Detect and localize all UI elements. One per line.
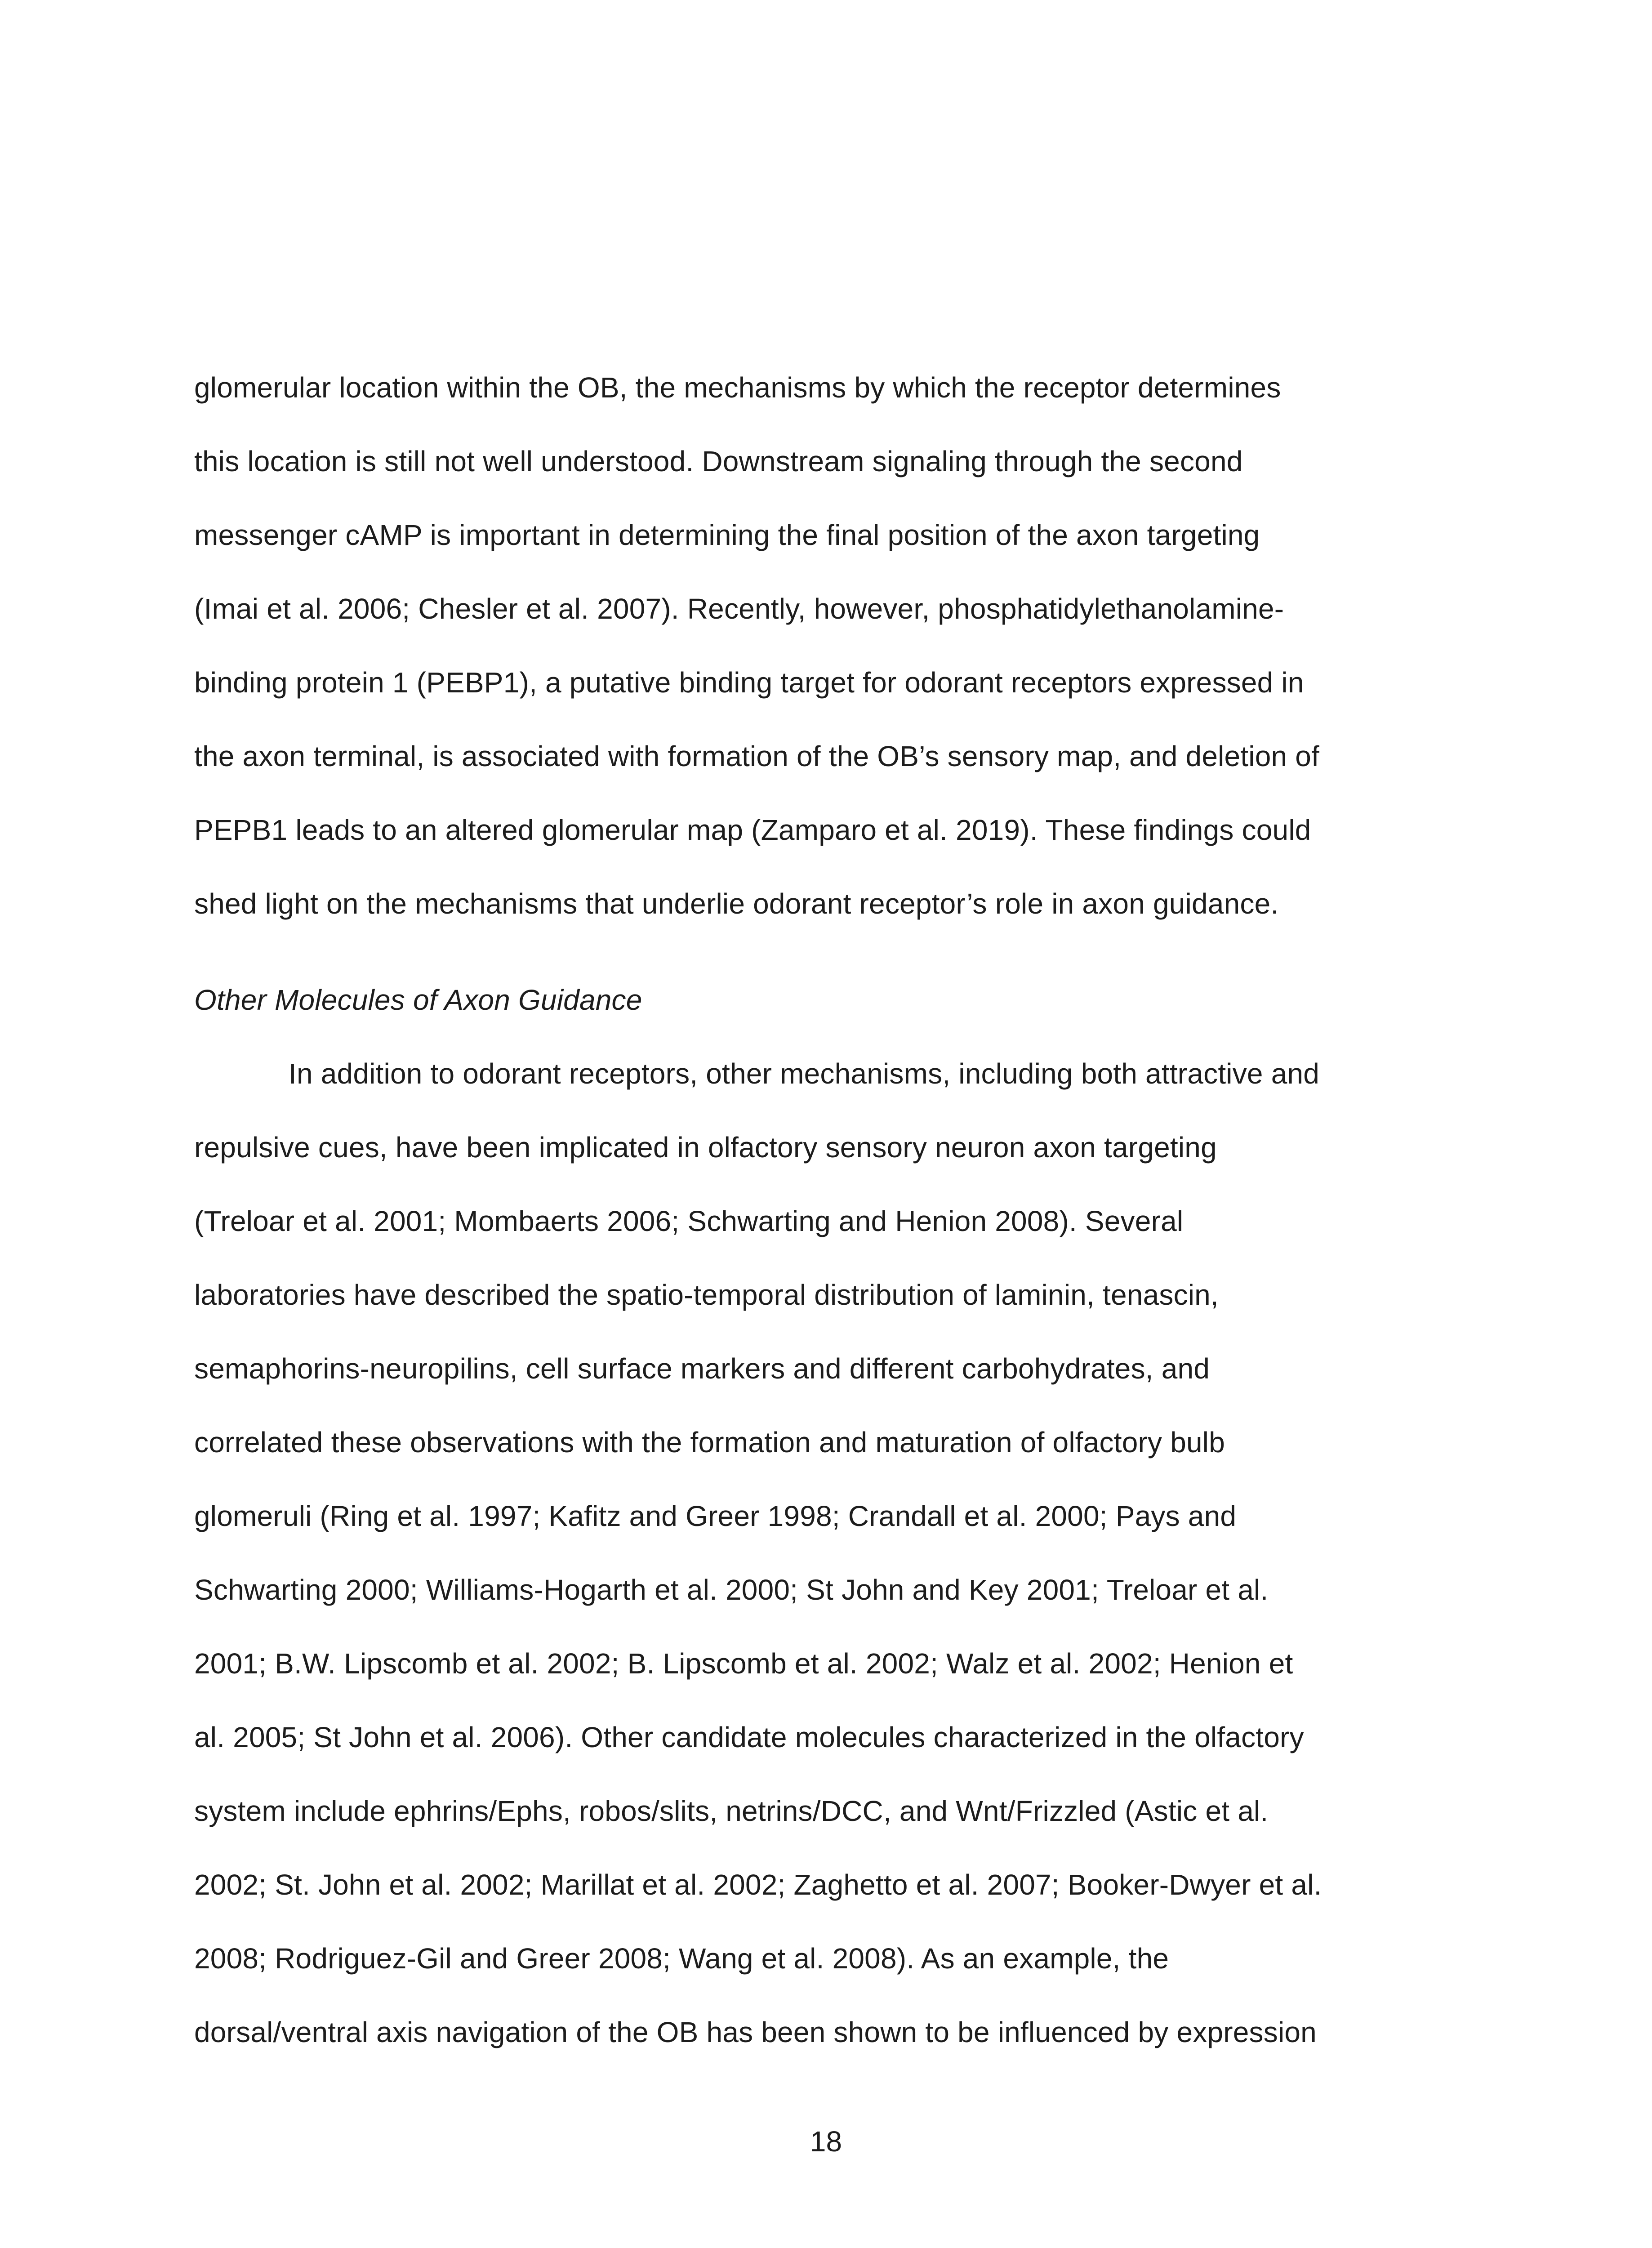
text-line: Schwarting 2000; Williams-Hogarth et al. 2000; St John and Key 2001; Treloar et al. (194, 1574, 1269, 1606)
text-line: In addition to odorant receptors, other mechanisms, including both attractive and (289, 1057, 1320, 1090)
text-line: 2001; B.W. Lipscomb et al. 2002; B. Lipscomb et al. 2002; Walz et al. 2002; Henion et (194, 1647, 1293, 1680)
text-line: binding protein 1 (PEBP1), a putative binding target for odorant receptors expressed in (194, 666, 1304, 699)
text-line: dorsal/ventral axis navigation of the OB has been shown to be influenced by expression (194, 2016, 1317, 2048)
text-line: 2008; Rodriguez-Gil and Greer 2008; Wang et al. 2008). As an example, the (194, 1942, 1169, 1975)
text-line: glomeruli (Ring et al. 1997; Kafitz and Greer 1998; Crandall et al. 2000; Pays and (194, 1500, 1237, 1532)
text-line: (Treloar et al. 2001; Mombaerts 2006; Schwarting and Henion 2008). Several (194, 1205, 1184, 1237)
text-line: glomerular location within the OB, the mechanisms by which the receptor determines (194, 371, 1281, 404)
text-line: (Imai et al. 2006; Chesler et al. 2007). Recently, however, phosphatidylethanolamine- (194, 593, 1284, 625)
text-line: PEPB1 leads to an altered glomerular map (Zamparo et al. 2019). These findings could (194, 814, 1311, 846)
text-line: repulsive cues, have been implicated in olfactory sensory neuron axon targeting (194, 1131, 1217, 1164)
section-heading: Other Molecules of Axon Guidance (194, 984, 642, 1016)
text-line: semaphorins-neuropilins, cell surface markers and different carbohydrates, and (194, 1352, 1210, 1385)
text-line: system include ephrins/Ephs, robos/slits, netrins/DCC, and Wnt/Frizzled (Astic et al. (194, 1795, 1269, 1827)
text-line: this location is still not well understood. Downstream signaling through the second (194, 445, 1243, 477)
page-number: 18 (810, 2125, 842, 2158)
text-line: 2002; St. John et al. 2002; Marillat et al. 2002; Zaghetto et al. 2007; Booker-Dwyer et al. (194, 1869, 1322, 1901)
text-line: al. 2005; St John et al. 2006). Other candidate molecules characterized in the olfactory (194, 1721, 1304, 1753)
text-line: messenger cAMP is important in determining the final position of the axon targeting (194, 519, 1260, 551)
text-line: shed light on the mechanisms that underlie odorant receptor’s role in axon guidance. (194, 888, 1279, 920)
text-line: laboratories have described the spatio-temporal distribution of laminin, tenascin, (194, 1279, 1219, 1311)
text-line: correlated these observations with the formation and maturation of olfactory bulb (194, 1426, 1225, 1459)
text-line: the axon terminal, is associated with formation of the OB’s sensory map, and deletion of (194, 740, 1320, 772)
